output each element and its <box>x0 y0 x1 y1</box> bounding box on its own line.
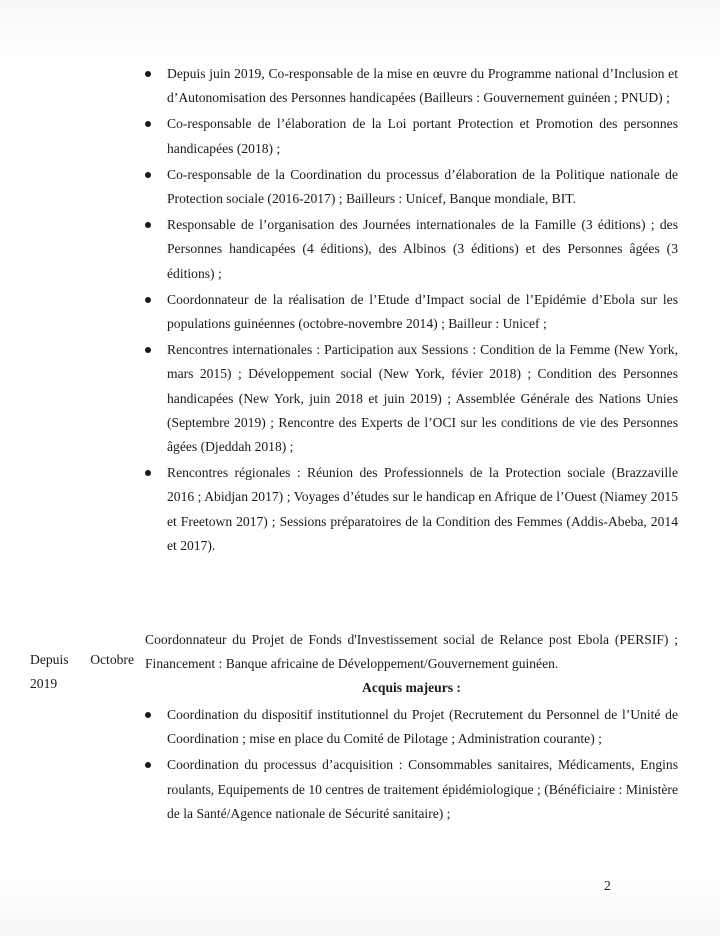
bullet-icon <box>145 222 151 228</box>
bullet-icon <box>145 470 151 476</box>
bullet-icon <box>145 172 151 178</box>
bullet-icon <box>145 762 151 768</box>
period-month: Octobre <box>90 652 134 667</box>
list-item <box>145 163 678 211</box>
list-item <box>145 753 678 826</box>
list-item-text: Co-responsable de la Coordination du processus d’élaboration de la Politique nationale de Protection sociale (2016-2017) ; Bailleurs : Unicef, Banque mondiale, BIT. <box>167 166 678 207</box>
period-word-since: Depuis <box>30 652 69 667</box>
acquis-heading: Acquis majeurs : <box>362 680 461 695</box>
list-item <box>145 288 678 336</box>
responsibilities-list <box>145 62 678 560</box>
list-item <box>145 112 678 160</box>
list-item-text: Rencontres internationales : Participation aux Sessions : Condition de la Femme (New York, mars 2015) ; Développement social (New York, févier 2018) ; Condition des Personnes handicapées (New York, juin 2018 et juin 2019) ; Assemblée Générale des Nations Unies (Septembre 2019) ; Rencontre des Experts de l’OCI sur les conditions de vie des Personnes âgées (Djeddah 2018) ; <box>167 342 678 455</box>
list-item-text: Rencontres régionales : Réunion des Professionnels de la Protection sociale (Brazzaville 2016 ; Abidjan 2017) ; Voyages d’études sur le handicap en Afrique de l’Ouest (Niamey 2015 et Freetown 2017) ; Sessions préparatoires de la Condition des Femmes (Addis-Abeba, 2014 et 2017). <box>167 465 678 553</box>
page-number: 2 <box>604 878 611 893</box>
list-item-text: Coordination du dispositif institutionnel du Projet (Recrutement du Personnel de l’Unité de Coordination ; mise en place du Comité de Pilotage ; Administration courante) ; <box>167 707 678 747</box>
period-label <box>30 648 134 696</box>
list-item-text: Coordonnateur de la réalisation de l’Etude d’Impact social de l’Epidémie d’Ebola sur les populations guinéennes (octobre-novembre 2014) ; Bailleur : Unicef ; <box>167 291 678 332</box>
list-item <box>145 461 678 558</box>
list-item-text: Co-responsable de l’élaboration de la Loi portant Protection et Promotion des personnes handicapées (2018) ; <box>167 116 678 156</box>
list-item <box>145 338 678 459</box>
list-item <box>145 703 678 751</box>
list-item <box>145 213 678 286</box>
bullet-icon <box>145 71 151 77</box>
bullet-icon <box>145 297 151 303</box>
bullet-icon <box>145 347 151 353</box>
list-item-text: Depuis juin 2019, Co-responsable de la mise en œuvre du Programme national d’Inclusion et d’Autonomisation des Personnes handicapées (Bailleurs : Gouvernement guinéen ; PNUD) ; <box>167 66 678 106</box>
list-item-text: Coordination du processus d’acquisition : Consommables sanitaires, Médicaments, Engins roulants, Equipements de 10 centres de traitement épidémiologique ; (Bénéficiaire : Ministère de la Santé/Agence nationale de Sécurité sanitaire) ; <box>167 757 678 821</box>
bullet-icon <box>145 712 151 718</box>
project-description: Coordonnateur du Projet de Fonds d'Investissement social de Relance post Ebola (PERSIF) ; Financement : Banque africaine de Développement/Gouvernement guinéen. <box>145 632 678 671</box>
period-year: 2019 <box>30 676 58 691</box>
achievements-list <box>145 703 678 828</box>
list-item <box>145 62 678 110</box>
list-item-text: Responsable de l’organisation des Journées internationales de la Famille (3 éditions) ; des Personnes handicapées (4 éditions), des Albinos (3 éditions) et des Personnes âgées (3 éditions) ; <box>167 217 678 281</box>
bullet-icon <box>145 121 151 127</box>
